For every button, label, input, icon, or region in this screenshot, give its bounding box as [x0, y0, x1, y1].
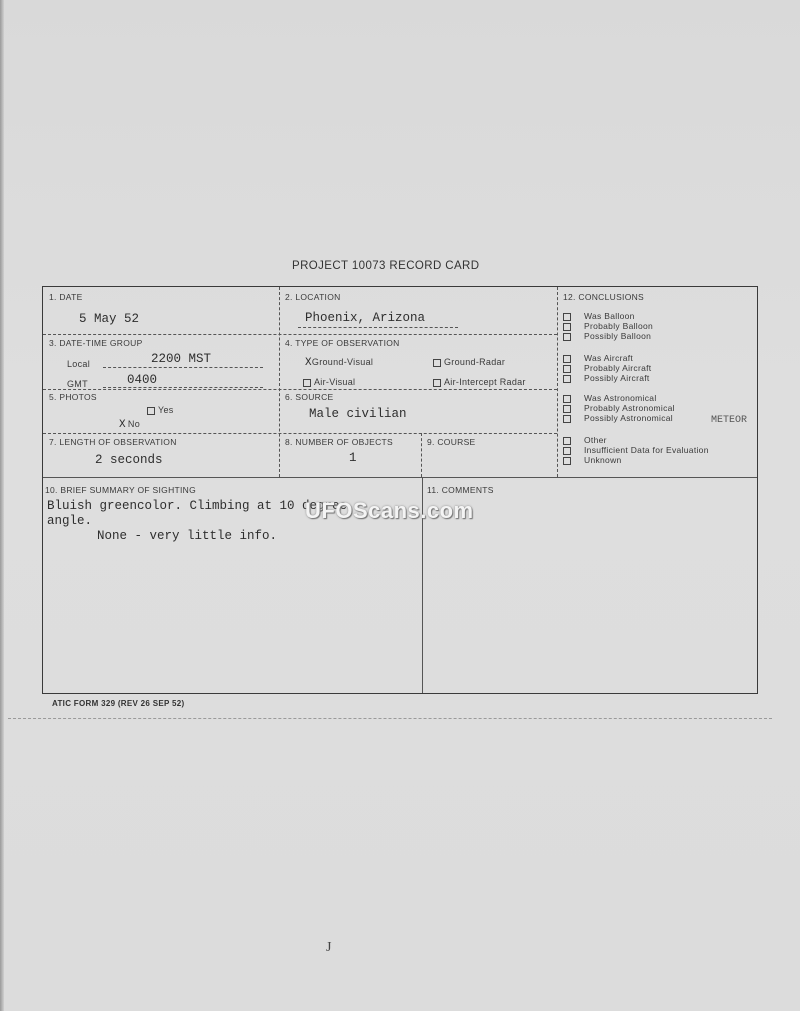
photos-no-check: X [119, 419, 126, 431]
gmt-value: 0400 [127, 373, 158, 387]
type-air-visual[interactable] [303, 377, 355, 387]
conclusion-option[interactable] [563, 321, 653, 331]
conclusion-option[interactable] [563, 435, 607, 445]
conclusion-checkbox[interactable] [563, 447, 571, 455]
conclusion-option[interactable] [563, 445, 709, 455]
gmt-underline [103, 387, 263, 388]
type-ground-visual[interactable] [305, 357, 373, 369]
conclusion-option[interactable] [563, 455, 622, 465]
photos-yes-checkbox[interactable] [147, 407, 155, 415]
date-label: 1. DATE [49, 292, 83, 302]
conclusion-checkbox[interactable] [563, 395, 571, 403]
conclusion-option-label: Possibly Aircraft [584, 373, 650, 383]
type-label: 4. TYPE OF OBSERVATION [285, 338, 400, 348]
conclusion-option-label: Possibly Balloon [584, 331, 652, 341]
source-value: Male civilian [309, 407, 407, 421]
conclusion-checkbox[interactable] [563, 355, 571, 363]
conclusion-option-label: Was Astronomical [584, 393, 657, 403]
watermark: UFOScans.com [305, 498, 474, 523]
conclusion-option[interactable] [563, 413, 673, 423]
dtg-label: 3. DATE-TIME GROUP [49, 338, 143, 348]
date-value: 5 May 52 [79, 312, 140, 326]
conclusions-label: 12. CONCLUSIONS [563, 292, 645, 302]
air-visual-text: Air-Visual [314, 377, 356, 387]
conclusion-option[interactable] [563, 331, 651, 341]
objects-value: 1 [349, 451, 357, 465]
page-edge-shadow [0, 0, 4, 1011]
summary-line-2: angle. [47, 514, 93, 528]
photos-yes-text: Yes [158, 405, 174, 415]
air-visual-checkbox[interactable] [303, 379, 311, 387]
conclusion-checkbox[interactable] [563, 375, 571, 383]
card-title: PROJECT 10073 RECORD CARD [292, 260, 480, 272]
location-label: 2. LOCATION [285, 292, 341, 302]
summary-line-3: None - very little info. [97, 529, 278, 543]
conclusion-option[interactable] [563, 373, 650, 383]
conclusion-option[interactable] [563, 311, 635, 321]
air-intercept-text: Air-Intercept Radar [444, 377, 526, 387]
conclusion-option[interactable] [563, 393, 657, 403]
ground-visual-check: X [305, 357, 312, 369]
conclusion-checkbox[interactable] [563, 415, 571, 423]
conclusion-option[interactable] [563, 363, 651, 373]
conclusion-option-label: Other [584, 435, 607, 445]
divider-row-3 [43, 433, 557, 434]
conclusion-option-label: Possibly Astronomical [584, 413, 673, 423]
conclusion-option-label: Probably Balloon [584, 321, 654, 331]
ground-radar-text: Ground-Radar [444, 357, 506, 367]
conclusion-option-label: Probably Astronomical [584, 403, 675, 413]
conclusion-checkbox[interactable] [563, 333, 571, 341]
type-air-intercept[interactable] [433, 377, 526, 387]
divider-row-4 [43, 477, 757, 478]
location-underline [298, 327, 458, 328]
location-value: Phoenix, Arizona [305, 311, 426, 325]
comments-label: 11. COMMENTS [427, 485, 494, 495]
conclusion-option-label: Probably Aircraft [584, 363, 652, 373]
divider-col-3 [557, 287, 558, 477]
divider-col-2 [421, 433, 422, 477]
conclusion-checkbox[interactable] [563, 313, 571, 321]
summary-label: 10. BRIEF SUMMARY OF SIGHTING [45, 485, 197, 495]
local-label: Local [67, 359, 91, 369]
conclusion-option-label: Unknown [584, 455, 622, 465]
air-intercept-checkbox[interactable] [433, 379, 441, 387]
local-underline [103, 367, 263, 368]
divider-row-2 [43, 389, 557, 390]
length-label: 7. LENGTH OF OBSERVATION [49, 437, 177, 447]
divider-row-1 [43, 334, 557, 335]
photos-label: 5. PHOTOS [49, 392, 97, 402]
conclusion-option[interactable] [563, 403, 675, 413]
conclusion-option[interactable] [563, 353, 633, 363]
record-card [42, 286, 758, 694]
conclusion-checkbox[interactable] [563, 365, 571, 373]
local-value: 2200 MST [151, 352, 212, 366]
conclusion-option-label: Insufficient Data for Evaluation [584, 445, 709, 455]
divider-col-1 [279, 287, 280, 477]
form-footer: ATIC FORM 329 (REV 26 SEP 52) [52, 699, 185, 708]
source-label: 6. SOURCE [285, 392, 334, 402]
conclusion-checkbox[interactable] [563, 437, 571, 445]
conclusion-option-label: Was Aircraft [584, 353, 634, 363]
photos-yes[interactable] [147, 405, 174, 415]
length-value: 2 seconds [95, 453, 163, 467]
conclusion-checkbox[interactable] [563, 457, 571, 465]
ground-visual-text: Ground-Visual [311, 357, 374, 367]
objects-label: 8. NUMBER OF OBJECTS [285, 437, 394, 447]
photos-no-text: No [127, 419, 141, 429]
conclusion-option-label: Was Balloon [584, 311, 635, 321]
gmt-label: GMT [67, 379, 88, 389]
course-label: 9. COURSE [427, 437, 476, 447]
summary-line-1: Bluish greencolor. Climbing at 10 degree [47, 499, 348, 513]
page-mark: J [326, 940, 332, 955]
ground-radar-checkbox[interactable] [433, 359, 441, 367]
type-ground-radar[interactable] [433, 357, 505, 367]
card-cut-line [8, 718, 772, 719]
conclusion-checkbox[interactable] [563, 323, 571, 331]
photos-no[interactable] [119, 419, 140, 431]
conclusion-checkbox[interactable] [563, 405, 571, 413]
conclusion-handwritten-note: METEOR [711, 415, 748, 426]
